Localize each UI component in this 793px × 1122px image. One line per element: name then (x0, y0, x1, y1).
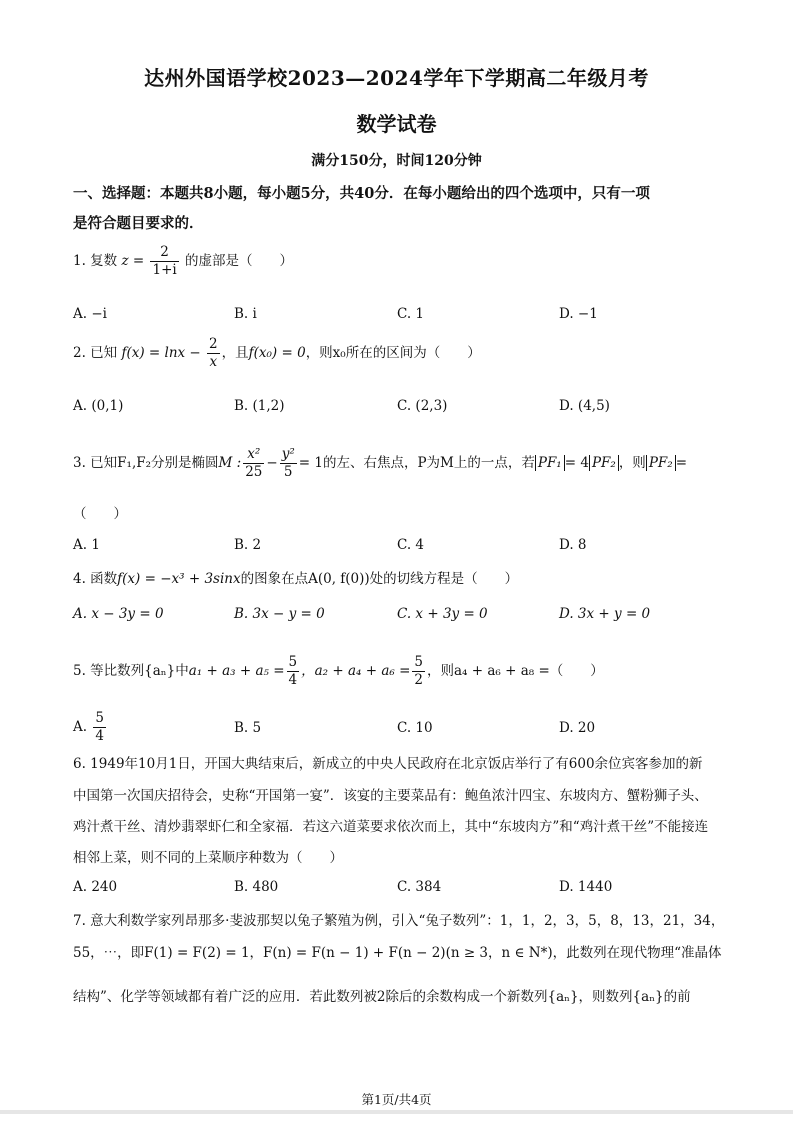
q2-option-b: B. (1,2) (234, 398, 285, 414)
q1-option-a: A. −i (73, 306, 107, 322)
q5-expr2: ，a₂ + a₄ + a₆ = (301, 663, 411, 679)
q1-number: 1. (73, 253, 91, 269)
q7-line-1: 7. 意大利数学家列昂那多·斐波那契以兔子繁殖为例，引入“兔子数列”：1，1，2，3，5，8，13，21，34， (73, 913, 725, 929)
q2-number: 2. (73, 345, 91, 361)
section-heading-line1: 一、选择题：本题共8小题，每小题5分，共40分．在每小题给出的四个选项中，只有一项 (73, 185, 650, 202)
q1-lhs: z = (121, 253, 145, 269)
q5-option-b: B. 5 (234, 720, 262, 736)
q3-tail: = (675, 455, 687, 471)
q3-option-a: A. 1 (73, 537, 100, 553)
q5-option-c: C. 10 (397, 720, 433, 736)
q1-option-b: B. i (234, 306, 257, 322)
exam-info: 满分150分，时间120分钟 (311, 153, 482, 169)
q3-option-d: D. 8 (559, 537, 587, 553)
q3-paren: （ ） (73, 506, 127, 522)
q3-fraction-y: $\frac{\text{y²}}{5}$ (281, 446, 295, 480)
q6-line-3: 鸡汁煮干丝、清炒翡翠虾仁和全家福．若这六道菜要求依次而上，其中“东坡肉方”和“鸡汁煮干丝”不能接连 (73, 819, 709, 835)
q5-number: 5. (73, 663, 91, 679)
q6-option-c: C. 384 (397, 879, 442, 895)
q7-line-2: 55，⋯，即F(1) = F(2) = 1，F(n) = F(n − 1) + F(n − 2)(n ≥ 3，n ∈ N*)，此数列在现代物理“准晶体 (73, 945, 722, 961)
q1-prefix: 复数 (90, 253, 118, 269)
q5-fraction-2: $\frac{5}{2}$ (414, 654, 423, 688)
q2-prefix: 已知 (90, 345, 118, 361)
section-heading-line2: 是符合题目要求的． (73, 215, 204, 232)
q4-option-a: A. x − 3y = 0 (73, 606, 164, 622)
q3-fraction-x: $\frac{\text{x²}}{25}$ (245, 446, 263, 480)
q2-function: f(x) = lnx − (121, 345, 201, 361)
q6-line-2: 中国第一次国庆招待会，史称“开国第一宴”．该宴的主要菜品有：鲍鱼浓汁四宝、东坡肉方、蟹粉狮子头、 (73, 788, 708, 804)
q2-option-c: C. (2,3) (397, 398, 448, 414)
q3-abs-ask: PF₂ (646, 455, 676, 471)
q4-option-b: B. 3x − y = 0 (234, 606, 325, 622)
q4-option-c: C. x + 3y = 0 (397, 606, 488, 622)
q5-expr1: a₁ + a₃ + a₅ = (188, 663, 285, 679)
q6-option-b: B. 480 (234, 879, 279, 895)
q4-function: f(x) = −x³ + 3sinx (117, 571, 241, 587)
q3-option-b: B. 2 (234, 537, 262, 553)
q6-line-1: 6. 1949年10月1日，开国大典结束后，新成立的中央人民政府在北京饭店举行了有600余位宾客参加的新 (73, 756, 703, 772)
q6-option-a: A. 240 (73, 879, 118, 895)
q6-option-d: D. 1440 (559, 879, 613, 895)
question-1 (73, 244, 293, 279)
q1-fraction: $\frac{2}{1+i}$ (152, 244, 177, 278)
q5-option-a-fraction: $\frac{5}{4}$ (95, 710, 104, 744)
q2-mid: ，且 (221, 345, 249, 361)
q2-option-a: A. (0,1) (73, 398, 124, 414)
q7-line-3: 结构”、化学等领域都有着广泛的应用．若此数列被2除后的余数构成一个新数列{aₙ}，则数列{aₙ}的前 (73, 989, 691, 1005)
q1-option-c: C. 1 (397, 306, 425, 322)
q3-ellipse: M : (218, 455, 242, 471)
q4-prefix: 函数 (90, 571, 118, 587)
q2-option-d: D. (4,5) (559, 398, 610, 414)
q5-option-a-label: A. (73, 719, 88, 735)
question-3 (73, 446, 687, 481)
page-number: 第1页/共4页 (361, 1092, 432, 1107)
q5-prefix: 等比数列{aₙ}中 (90, 663, 189, 679)
q5-option-a (73, 710, 108, 745)
question-4 (73, 567, 518, 587)
q3-post: ，则 (618, 455, 646, 471)
q3-abs-pf2: PF₂ (589, 455, 619, 471)
q2-condition: f(x₀) = 0 (248, 345, 306, 361)
q3-number: 3. (73, 455, 91, 471)
q5-suffix: ，则a₄ + a₆ + a₈ =（ ） (427, 663, 604, 679)
q1-option-d: D. −1 (559, 306, 598, 322)
q4-number: 4. (73, 571, 91, 587)
q3-prefix: 已知F₁,F₂分别是椭圆 (90, 455, 219, 471)
q3-minus: − (266, 455, 278, 471)
q2-fraction: $\frac{2}{x}$ (209, 336, 218, 370)
q4-suffix: 的图象在点A(0, f(0))处的切线方程是（ ） (240, 571, 519, 587)
q4-option-d: D. 3x + y = 0 (559, 606, 651, 622)
q3-abs-pf1: PF₁ (535, 455, 565, 471)
question-2 (73, 336, 481, 371)
q3-mid: 的左、右焦点，P为M上的一点，若 (322, 455, 535, 471)
q2-suffix: ，则x₀所在的区间为（ ） (305, 345, 481, 361)
q3-equals: = 1 (298, 455, 323, 471)
q6-line-4: 相邻上菜，则不同的上菜顺序种数为（ ） (73, 850, 343, 866)
q3-option-c: C. 4 (397, 537, 425, 553)
q3-cond-eq: = 4 (564, 455, 589, 471)
q5-fraction-1: $\frac{5}{4}$ (288, 654, 298, 688)
question-5 (73, 654, 604, 689)
exam-title: 达州外国语学校2023—2024学年下学期高二年级月考 (144, 66, 649, 90)
footer-rule (0, 1110, 793, 1114)
q5-option-d: D. 20 (559, 720, 596, 736)
q1-suffix: 的虚部是（ ） (185, 253, 293, 269)
exam-subtitle: 数学试卷 (356, 112, 437, 136)
